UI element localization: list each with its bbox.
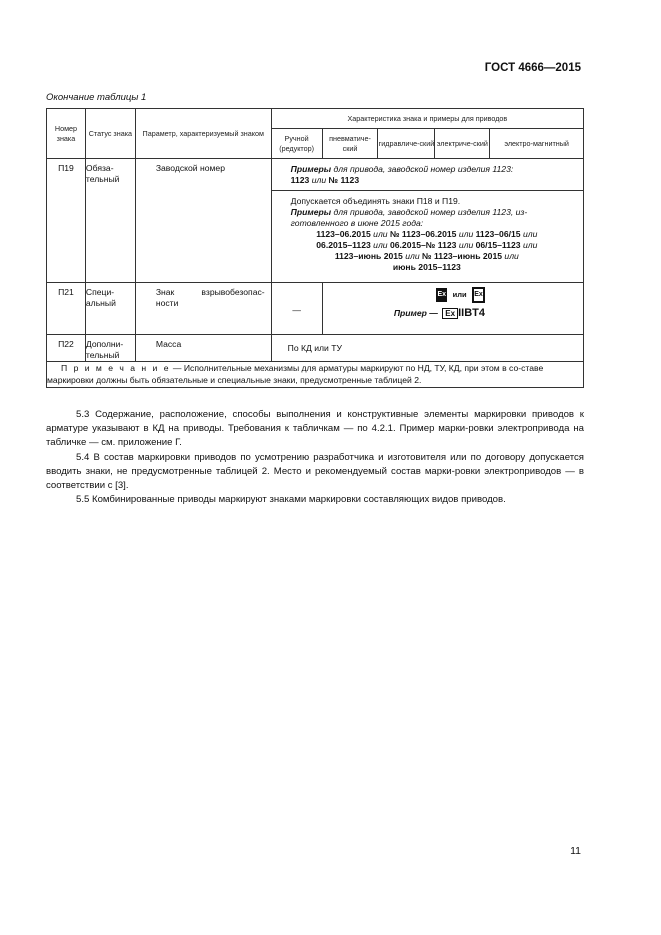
p22-value: По КД или ТУ <box>271 335 583 362</box>
header-status: Статус знака <box>85 109 135 159</box>
header-parameter: Параметр, характеризуемый знаком <box>135 109 271 159</box>
header-pneumatic: пневматиче-ский <box>322 129 378 159</box>
p19-ex2-line-4: июнь 2015–1123 <box>392 262 461 272</box>
p19-number: П19 <box>47 159 86 283</box>
header-electromagnetic: электро-магнитный <box>490 129 584 159</box>
p21-number: П21 <box>47 283 86 335</box>
paragraph-5-3: 5.3 Содержание, расположение, способы выполнения и конструктивные элементы маркировки приводов к арматуре указывают в КД на приводы. Требования к табличкам — по 4.2.1. Пример марки-ровки электропривода на табличке — см. приложение Г. <box>46 409 584 448</box>
p21-example-code: IIBT4 <box>458 307 485 319</box>
p19-example-2 <box>271 191 583 283</box>
p19-example-1 <box>271 159 583 191</box>
page-number: 11 <box>570 845 581 857</box>
note-text: — Исполнительные механизмы для арматуры маркируют по НД, ТУ, КД, при этом в со-ставе маркировки должны быть обязательные и специальные знаки, предусмотренные таблицей 2. <box>47 363 544 386</box>
header-electric: электриче-ский <box>435 129 490 159</box>
marking-table <box>46 108 584 388</box>
p19-parameter: Заводской номер <box>135 159 271 283</box>
table-continuation-caption: Окончание таблицы 1 <box>46 92 147 103</box>
p21-example-label: Пример — <box>393 308 438 318</box>
p19-ex2-text: для привода, заводской номер изделия 1123, из-готовленного в июне 2015 года: <box>290 207 528 228</box>
p22-number: П22 <box>47 335 86 362</box>
header-manual: Ручной (редуктор) <box>271 129 322 159</box>
p21-example: Ex или Ex Пример — Ex IIBT4 <box>322 283 583 335</box>
p19-status: Обяза-тельный <box>85 159 135 283</box>
p21-status: Специ-альный <box>85 283 135 335</box>
header-hydraulic: гидравличе-ский <box>378 129 435 159</box>
p21-parameter: Знак взрывобезопас- ности <box>135 283 271 335</box>
paragraph-5-4: 5.4 В состав маркировки приводов по усмотрению разработчика и изготовителя или по договору допускается вводить знаки, не предусмотренные таблицей 2. Место и рекомендуемый состав марки-ровки электроприводов — в соответствии с [3]. <box>46 451 584 491</box>
p19-ex1-text: для привода, заводской номер изделия 1123: <box>333 164 514 174</box>
paragraph-5-5: 5.5 Комбинированные приводы маркируют знаками маркировки составляющих видов приводов. <box>76 494 506 506</box>
p19-ex2-label: Примеры <box>290 207 332 217</box>
note-label: П р и м е ч а н и е <box>61 363 171 373</box>
ex-inline-icon: Ex <box>442 308 458 319</box>
body-paragraphs <box>46 408 584 508</box>
header-characteristic: Характеристика знака и примеры для приводов <box>271 109 583 129</box>
table-note <box>47 362 584 388</box>
p19-allowed: Допускается объединять знаки П18 и П19. <box>290 196 461 206</box>
p22-status: Дополни-тельный <box>85 335 135 362</box>
ex-mark-icon: Ex <box>436 288 447 302</box>
p19-ex1-label: Примеры <box>290 164 332 174</box>
p22-parameter: Масса <box>135 335 271 362</box>
p19-ex1-value-b: № 1123 <box>328 175 360 185</box>
p21-manual-dash: — <box>271 283 322 335</box>
header-number: Номер знака <box>47 109 86 159</box>
p19-ex1-or: или <box>311 175 327 185</box>
standard-header: ГОСТ 4666—2015 <box>484 62 581 74</box>
ex-mark-outline-icon: Ex <box>472 287 485 303</box>
p19-ex2-line-2: 06.2015–1123 или 06.2015–№ 1123 или 06/15–1123 или <box>316 240 538 250</box>
p19-ex2-line-3: 1123–июнь 2015 или № 1123–июнь 2015 или <box>334 251 519 261</box>
p19-ex2-line-1: 1123–06.2015 или № 1123–06.2015 или 1123–06/15 или <box>316 229 538 239</box>
p19-ex1-value-a: 1123 <box>290 175 310 185</box>
